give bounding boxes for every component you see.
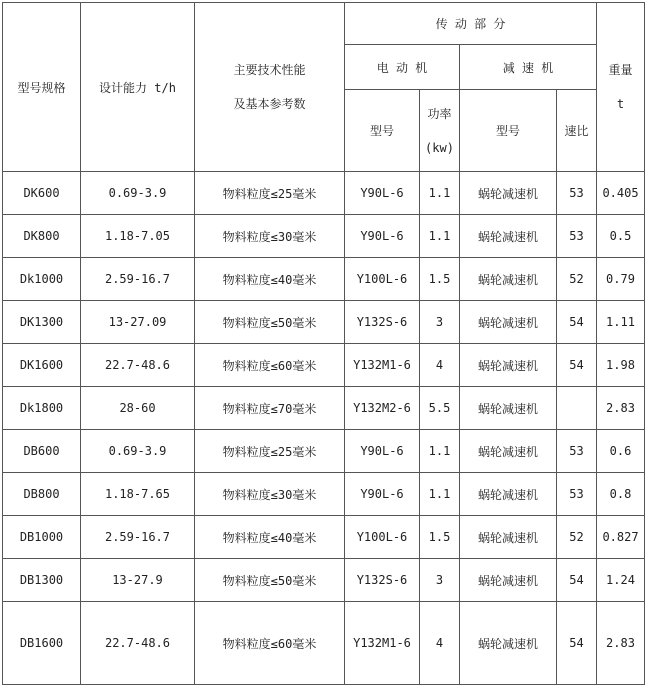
table-row bbox=[3, 172, 645, 215]
cell-ratio: 52 bbox=[557, 258, 597, 301]
header-weight-label: 重量 bbox=[608, 63, 633, 77]
cell-ratio bbox=[557, 387, 597, 430]
cell-model: DB1600 bbox=[3, 602, 81, 685]
cell-ratio: 53 bbox=[557, 172, 597, 215]
header-transmission: 传 动 部 分 bbox=[345, 3, 597, 45]
cell-performance: 物料粒度≤25毫米 bbox=[195, 172, 345, 215]
cell-power: 3 bbox=[420, 559, 460, 602]
cell-model: Dk1000 bbox=[3, 258, 81, 301]
cell-performance: 物料粒度≤25毫米 bbox=[195, 430, 345, 473]
cell-power: 5.5 bbox=[420, 387, 460, 430]
header-performance bbox=[195, 3, 345, 172]
cell-capacity: 28-60 bbox=[81, 387, 195, 430]
cell-power: 1.1 bbox=[420, 430, 460, 473]
cell-capacity: 1.18-7.65 bbox=[81, 473, 195, 516]
cell-power: 1.5 bbox=[420, 516, 460, 559]
header-capacity: 设计能力 t/h bbox=[81, 3, 195, 172]
cell-performance: 物料粒度≤30毫米 bbox=[195, 473, 345, 516]
cell-ratio: 54 bbox=[557, 559, 597, 602]
cell-performance: 物料粒度≤70毫米 bbox=[195, 387, 345, 430]
cell-weight: 1.98 bbox=[597, 344, 645, 387]
header-row-1 bbox=[3, 3, 645, 45]
cell-model: DB800 bbox=[3, 473, 81, 516]
table-row bbox=[3, 215, 645, 258]
header-performance-line1: 主要技术性能 bbox=[233, 63, 306, 77]
cell-ratio: 53 bbox=[557, 215, 597, 258]
table-row bbox=[3, 430, 645, 473]
cell-motor: Y132M2-6 bbox=[345, 387, 420, 430]
cell-ratio: 53 bbox=[557, 473, 597, 516]
header-power-line2: (kw) bbox=[425, 140, 454, 155]
table-row bbox=[3, 344, 645, 387]
cell-weight: 2.83 bbox=[597, 387, 645, 430]
cell-capacity: 13-27.9 bbox=[81, 559, 195, 602]
cell-capacity: 1.18-7.05 bbox=[81, 215, 195, 258]
cell-motor: Y132M1-6 bbox=[345, 344, 420, 387]
table-row bbox=[3, 559, 645, 602]
header-power bbox=[420, 90, 460, 172]
cell-weight: 0.79 bbox=[597, 258, 645, 301]
cell-weight: 0.5 bbox=[597, 215, 645, 258]
cell-power: 1.1 bbox=[420, 473, 460, 516]
cell-capacity: 0.69-3.9 bbox=[81, 430, 195, 473]
table-row bbox=[3, 602, 645, 685]
cell-motor: Y90L-6 bbox=[345, 473, 420, 516]
cell-power: 1.1 bbox=[420, 172, 460, 215]
cell-ratio: 54 bbox=[557, 344, 597, 387]
cell-model: DK600 bbox=[3, 172, 81, 215]
cell-weight: 0.827 bbox=[597, 516, 645, 559]
header-reducer-model: 型号 bbox=[460, 90, 557, 172]
cell-reducer: 蜗轮减速机 bbox=[460, 387, 557, 430]
cell-model: DK1300 bbox=[3, 301, 81, 344]
cell-capacity: 22.7-48.6 bbox=[81, 344, 195, 387]
header-model-spec: 型号规格 bbox=[3, 3, 81, 172]
cell-motor: Y90L-6 bbox=[345, 215, 420, 258]
cell-reducer: 蜗轮减速机 bbox=[460, 473, 557, 516]
cell-performance: 物料粒度≤60毫米 bbox=[195, 344, 345, 387]
cell-motor: Y100L-6 bbox=[345, 516, 420, 559]
cell-model: DK800 bbox=[3, 215, 81, 258]
cell-reducer: 蜗轮减速机 bbox=[460, 301, 557, 344]
table-body bbox=[3, 172, 645, 685]
cell-capacity: 2.59-16.7 bbox=[81, 516, 195, 559]
spec-table bbox=[2, 2, 645, 685]
cell-performance: 物料粒度≤50毫米 bbox=[195, 301, 345, 344]
header-motor: 电 动 机 bbox=[345, 45, 460, 90]
cell-weight: 1.24 bbox=[597, 559, 645, 602]
table-row bbox=[3, 473, 645, 516]
cell-ratio: 54 bbox=[557, 301, 597, 344]
table-row bbox=[3, 387, 645, 430]
cell-capacity: 22.7-48.6 bbox=[81, 602, 195, 685]
cell-capacity: 13-27.09 bbox=[81, 301, 195, 344]
cell-model: DB600 bbox=[3, 430, 81, 473]
cell-reducer: 蜗轮减速机 bbox=[460, 559, 557, 602]
cell-power: 1.5 bbox=[420, 258, 460, 301]
cell-performance: 物料粒度≤40毫米 bbox=[195, 516, 345, 559]
header-weight-unit: t bbox=[616, 97, 625, 111]
header-weight bbox=[597, 3, 645, 172]
cell-model: DB1000 bbox=[3, 516, 81, 559]
cell-reducer: 蜗轮减速机 bbox=[460, 258, 557, 301]
cell-performance: 物料粒度≤60毫米 bbox=[195, 602, 345, 685]
cell-model: Dk1800 bbox=[3, 387, 81, 430]
cell-motor: Y132M1-6 bbox=[345, 602, 420, 685]
cell-motor: Y90L-6 bbox=[345, 172, 420, 215]
cell-power: 4 bbox=[420, 602, 460, 685]
table-row bbox=[3, 516, 645, 559]
cell-performance: 物料粒度≤50毫米 bbox=[195, 559, 345, 602]
cell-ratio: 53 bbox=[557, 430, 597, 473]
cell-model: DK1600 bbox=[3, 344, 81, 387]
cell-reducer: 蜗轮减速机 bbox=[460, 215, 557, 258]
cell-reducer: 蜗轮减速机 bbox=[460, 516, 557, 559]
header-motor-model: 型号 bbox=[345, 90, 420, 172]
cell-reducer: 蜗轮减速机 bbox=[460, 344, 557, 387]
cell-reducer: 蜗轮减速机 bbox=[460, 430, 557, 473]
cell-capacity: 2.59-16.7 bbox=[81, 258, 195, 301]
cell-weight: 0.405 bbox=[597, 172, 645, 215]
cell-ratio: 52 bbox=[557, 516, 597, 559]
header-reducer: 减 速 机 bbox=[460, 45, 597, 90]
cell-model: DB1300 bbox=[3, 559, 81, 602]
cell-performance: 物料粒度≤30毫米 bbox=[195, 215, 345, 258]
cell-weight: 1.11 bbox=[597, 301, 645, 344]
header-performance-line2: 及基本参考数 bbox=[233, 97, 306, 111]
cell-motor: Y132S-6 bbox=[345, 559, 420, 602]
cell-weight: 2.83 bbox=[597, 602, 645, 685]
table-row bbox=[3, 301, 645, 344]
cell-motor: Y90L-6 bbox=[345, 430, 420, 473]
cell-power: 4 bbox=[420, 344, 460, 387]
cell-motor: Y100L-6 bbox=[345, 258, 420, 301]
cell-weight: 0.8 bbox=[597, 473, 645, 516]
cell-power: 1.1 bbox=[420, 215, 460, 258]
cell-capacity: 0.69-3.9 bbox=[81, 172, 195, 215]
cell-ratio: 54 bbox=[557, 602, 597, 685]
cell-weight: 0.6 bbox=[597, 430, 645, 473]
cell-reducer: 蜗轮减速机 bbox=[460, 172, 557, 215]
table-row bbox=[3, 258, 645, 301]
cell-power: 3 bbox=[420, 301, 460, 344]
header-ratio: 速比 bbox=[557, 90, 597, 172]
cell-performance: 物料粒度≤40毫米 bbox=[195, 258, 345, 301]
cell-motor: Y132S-6 bbox=[345, 301, 420, 344]
cell-reducer: 蜗轮减速机 bbox=[460, 602, 557, 685]
header-power-line1: 功率 bbox=[427, 106, 452, 121]
